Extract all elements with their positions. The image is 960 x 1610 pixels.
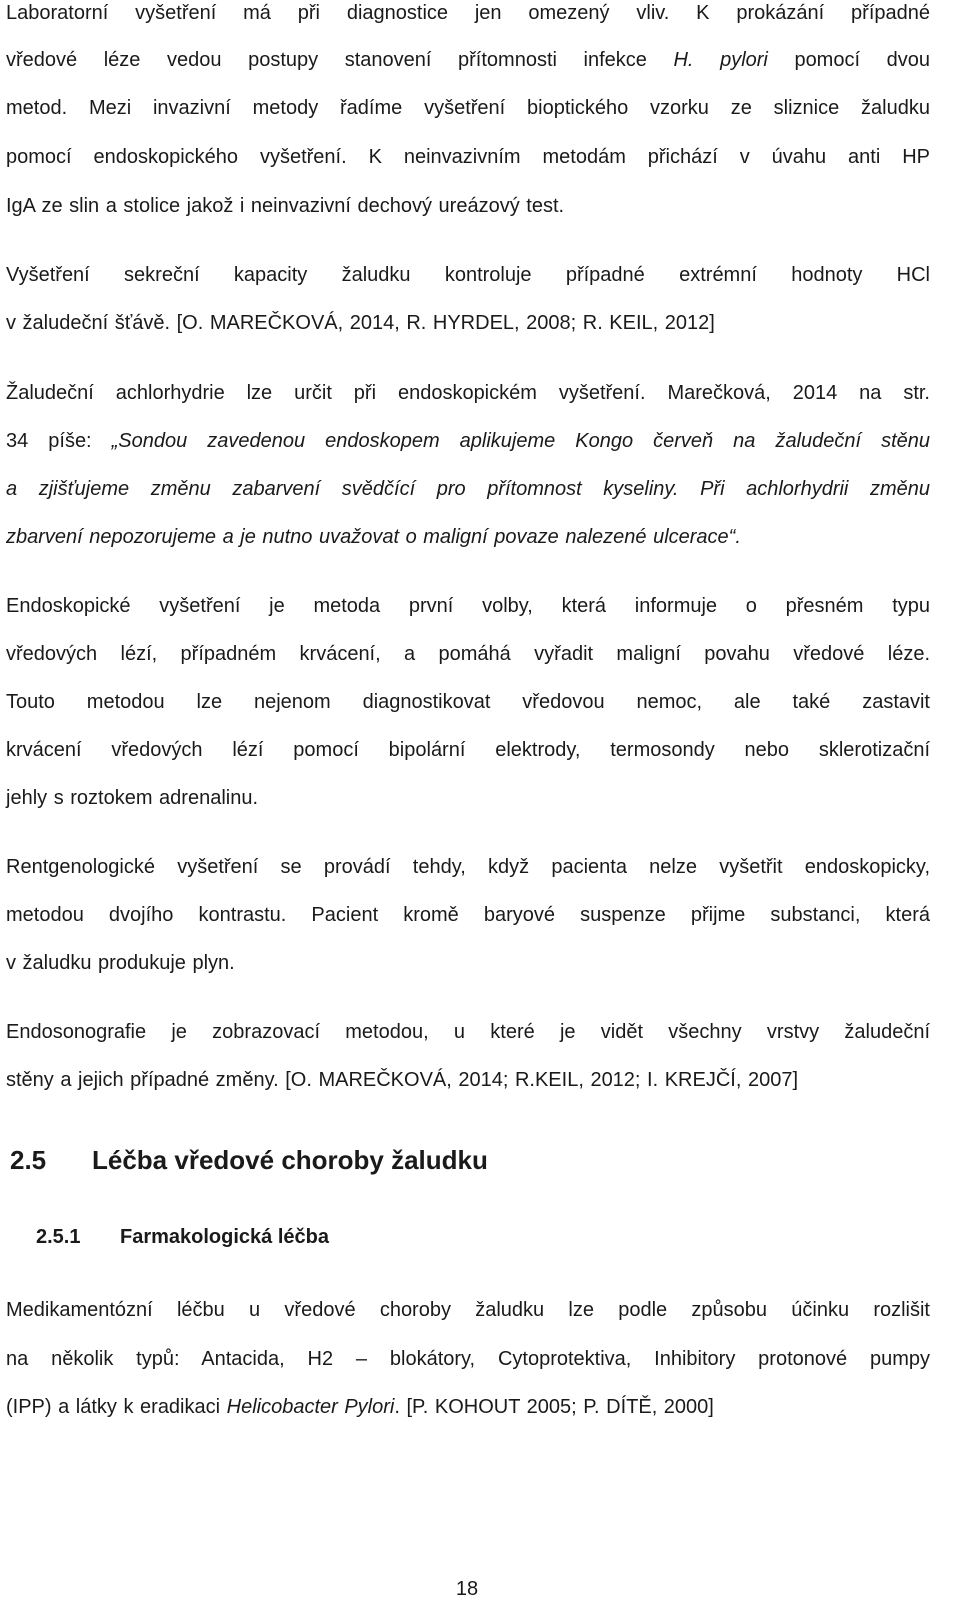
subsection-number: 2.5.1: [36, 1226, 81, 1248]
paragraph-line: Vyšetření sekreční kapacity žaludku kontroluje případné extrémní hodnoty HCl: [6, 264, 930, 286]
section-heading: [10, 1140, 488, 1180]
paragraph-line: Endosonografie je zobrazovací metodou, u které je vidět všechny vrstvy žaludeční: [6, 1021, 930, 1043]
paragraph-line: (IPP) a látky k eradikaci Helicobacter Pylori. [P. KOHOUT 2005; P. DÍTĚ, 2000]: [6, 1396, 714, 1418]
italic-term: Helicobacter Pylori: [226, 1396, 395, 1418]
italic-term: H. pylori: [673, 49, 768, 71]
paragraph-line: v žaludeční šťávě. [O. MAREČKOVÁ, 2014, R. HYRDEL, 2008; R. KEIL, 2012]: [6, 312, 715, 334]
paragraph-line: metodou dvojího kontrastu. Pacient kromě baryové suspenze přijme substanci, která: [6, 904, 930, 926]
paragraph-line: vředových lézí, případném krvácení, a pomáhá vyřadit maligní povahu vředové léze.: [6, 643, 930, 665]
paragraph-line: Laboratorní vyšetření má při diagnostice jen omezený vliv. K prokázání případné: [6, 2, 930, 24]
paragraph-line: pomocí endoskopického vyšetření. K neinvazivním metodám přichází v úvahu anti HP: [6, 146, 930, 168]
paragraph-line: Touto metodou lze nejenom diagnostikovat vředovou nemoc, ale také zastavit: [6, 691, 930, 713]
paragraph-line: Medikamentózní léčbu u vředové choroby žaludku lze podle způsobu účinku rozlišit: [6, 1299, 930, 1321]
section-title: Léčba vředové choroby žaludku: [92, 1145, 488, 1175]
paragraph-line: v žaludku produkuje plyn.: [6, 952, 235, 974]
paragraph-line: metod. Mezi invazivní metody řadíme vyšetření bioptického vzorku ze sliznice žaludku: [6, 97, 930, 119]
paragraph-line: Endoskopické vyšetření je metoda první volby, která informuje o přesném typu: [6, 595, 930, 617]
paragraph-line: jehly s roztokem adrenalinu.: [6, 787, 259, 809]
paragraph-line: Rentgenologické vyšetření se provádí tehdy, když pacienta nelze vyšetřit endoskopicky,: [6, 856, 930, 878]
paragraph-line: vředové léze vedou postupy stanovení přítomnosti infekce H. pylori pomocí dvou: [6, 49, 930, 71]
italic-quote: „Sondou zavedenou endoskopem aplikujeme Kongo červeň na žaludeční stěnu: [111, 430, 930, 452]
paragraph-line: stěny a jejich případné změny. [O. MAREČKOVÁ, 2014; R.KEIL, 2012; I. KREJČÍ, 2007]: [6, 1069, 798, 1091]
paragraph-line: zbarvení nepozorujeme a je nutno uvažovat o maligní povaze nalezené ulcerace“.: [6, 526, 741, 548]
paragraph-line: 34 píše: „Sondou zavedenou endoskopem aplikujeme Kongo červeň na žaludeční stěnu: [6, 430, 930, 452]
subsection-heading: [36, 1220, 329, 1254]
paragraph-line: a zjišťujeme změnu zabarvení svědčící pro přítomnost kyseliny. Při achlorhydrii změnu: [6, 478, 930, 500]
paragraph-line: IgA ze slin a stolice jakož i neinvazivní dechový ureázový test.: [6, 195, 565, 217]
paragraph-line: krvácení vředových lézí pomocí bipolární elektrody, termosondy nebo sklerotizační: [6, 739, 930, 761]
paragraph-line: Žaludeční achlorhydrie lze určit při endoskopickém vyšetření. Marečková, 2014 na str.: [6, 382, 930, 404]
subsection-title: Farmakologická léčba: [120, 1226, 329, 1248]
page-number: 18: [455, 1578, 479, 1600]
section-number: 2.5: [10, 1145, 47, 1175]
paragraph-line: na několik typů: Antacida, H2 – blokátory, Cytoprotektiva, Inhibitory protonové pumpy: [6, 1348, 930, 1370]
